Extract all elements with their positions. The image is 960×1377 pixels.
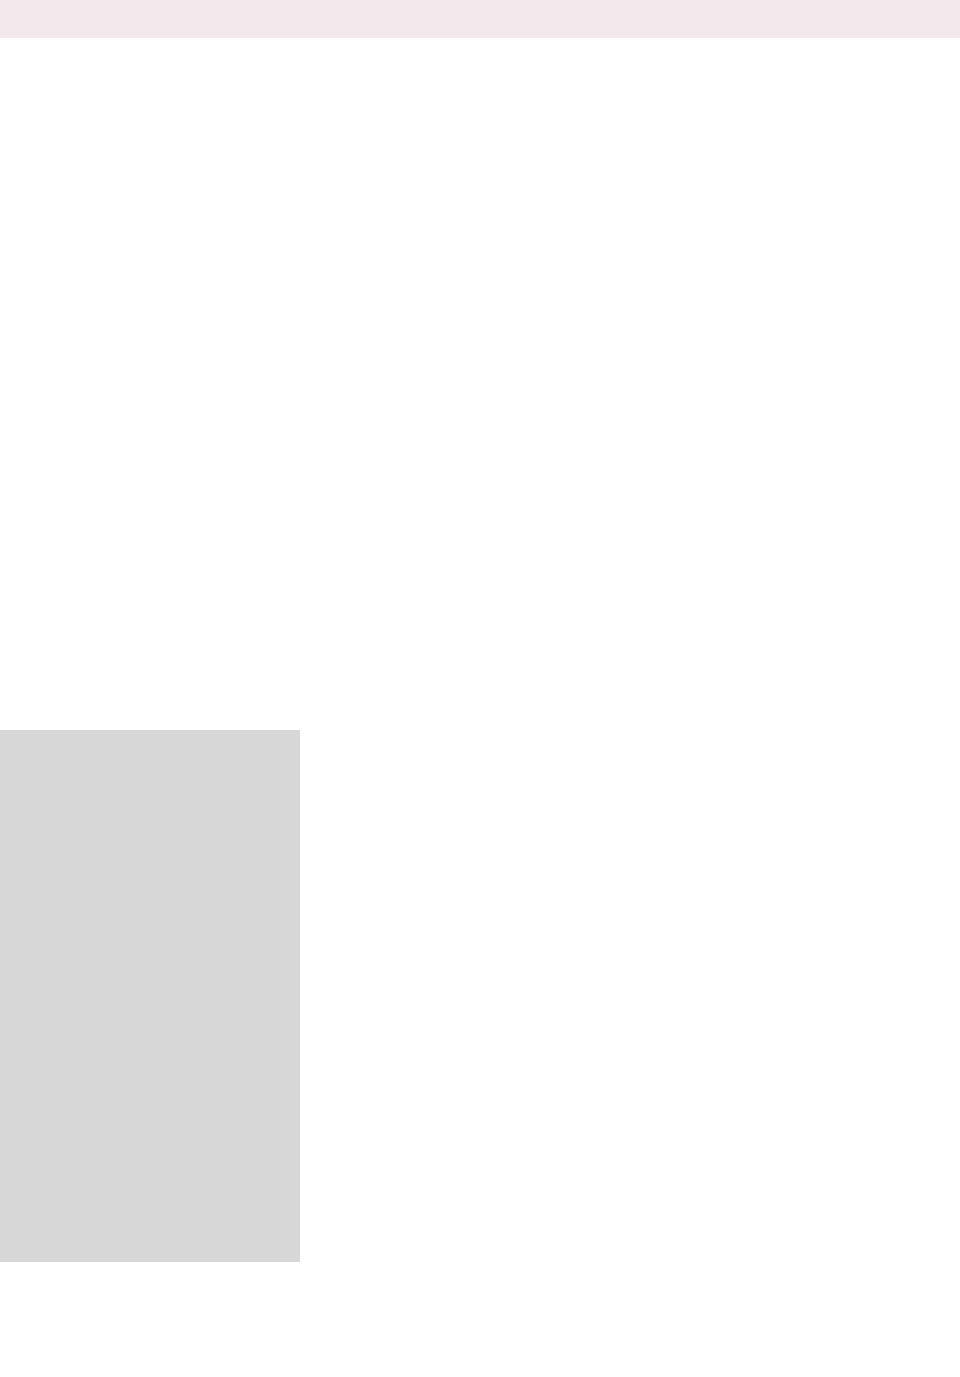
header-band [0,0,960,38]
survey-column-1 [9,737,289,751]
survey-box [0,730,300,1262]
